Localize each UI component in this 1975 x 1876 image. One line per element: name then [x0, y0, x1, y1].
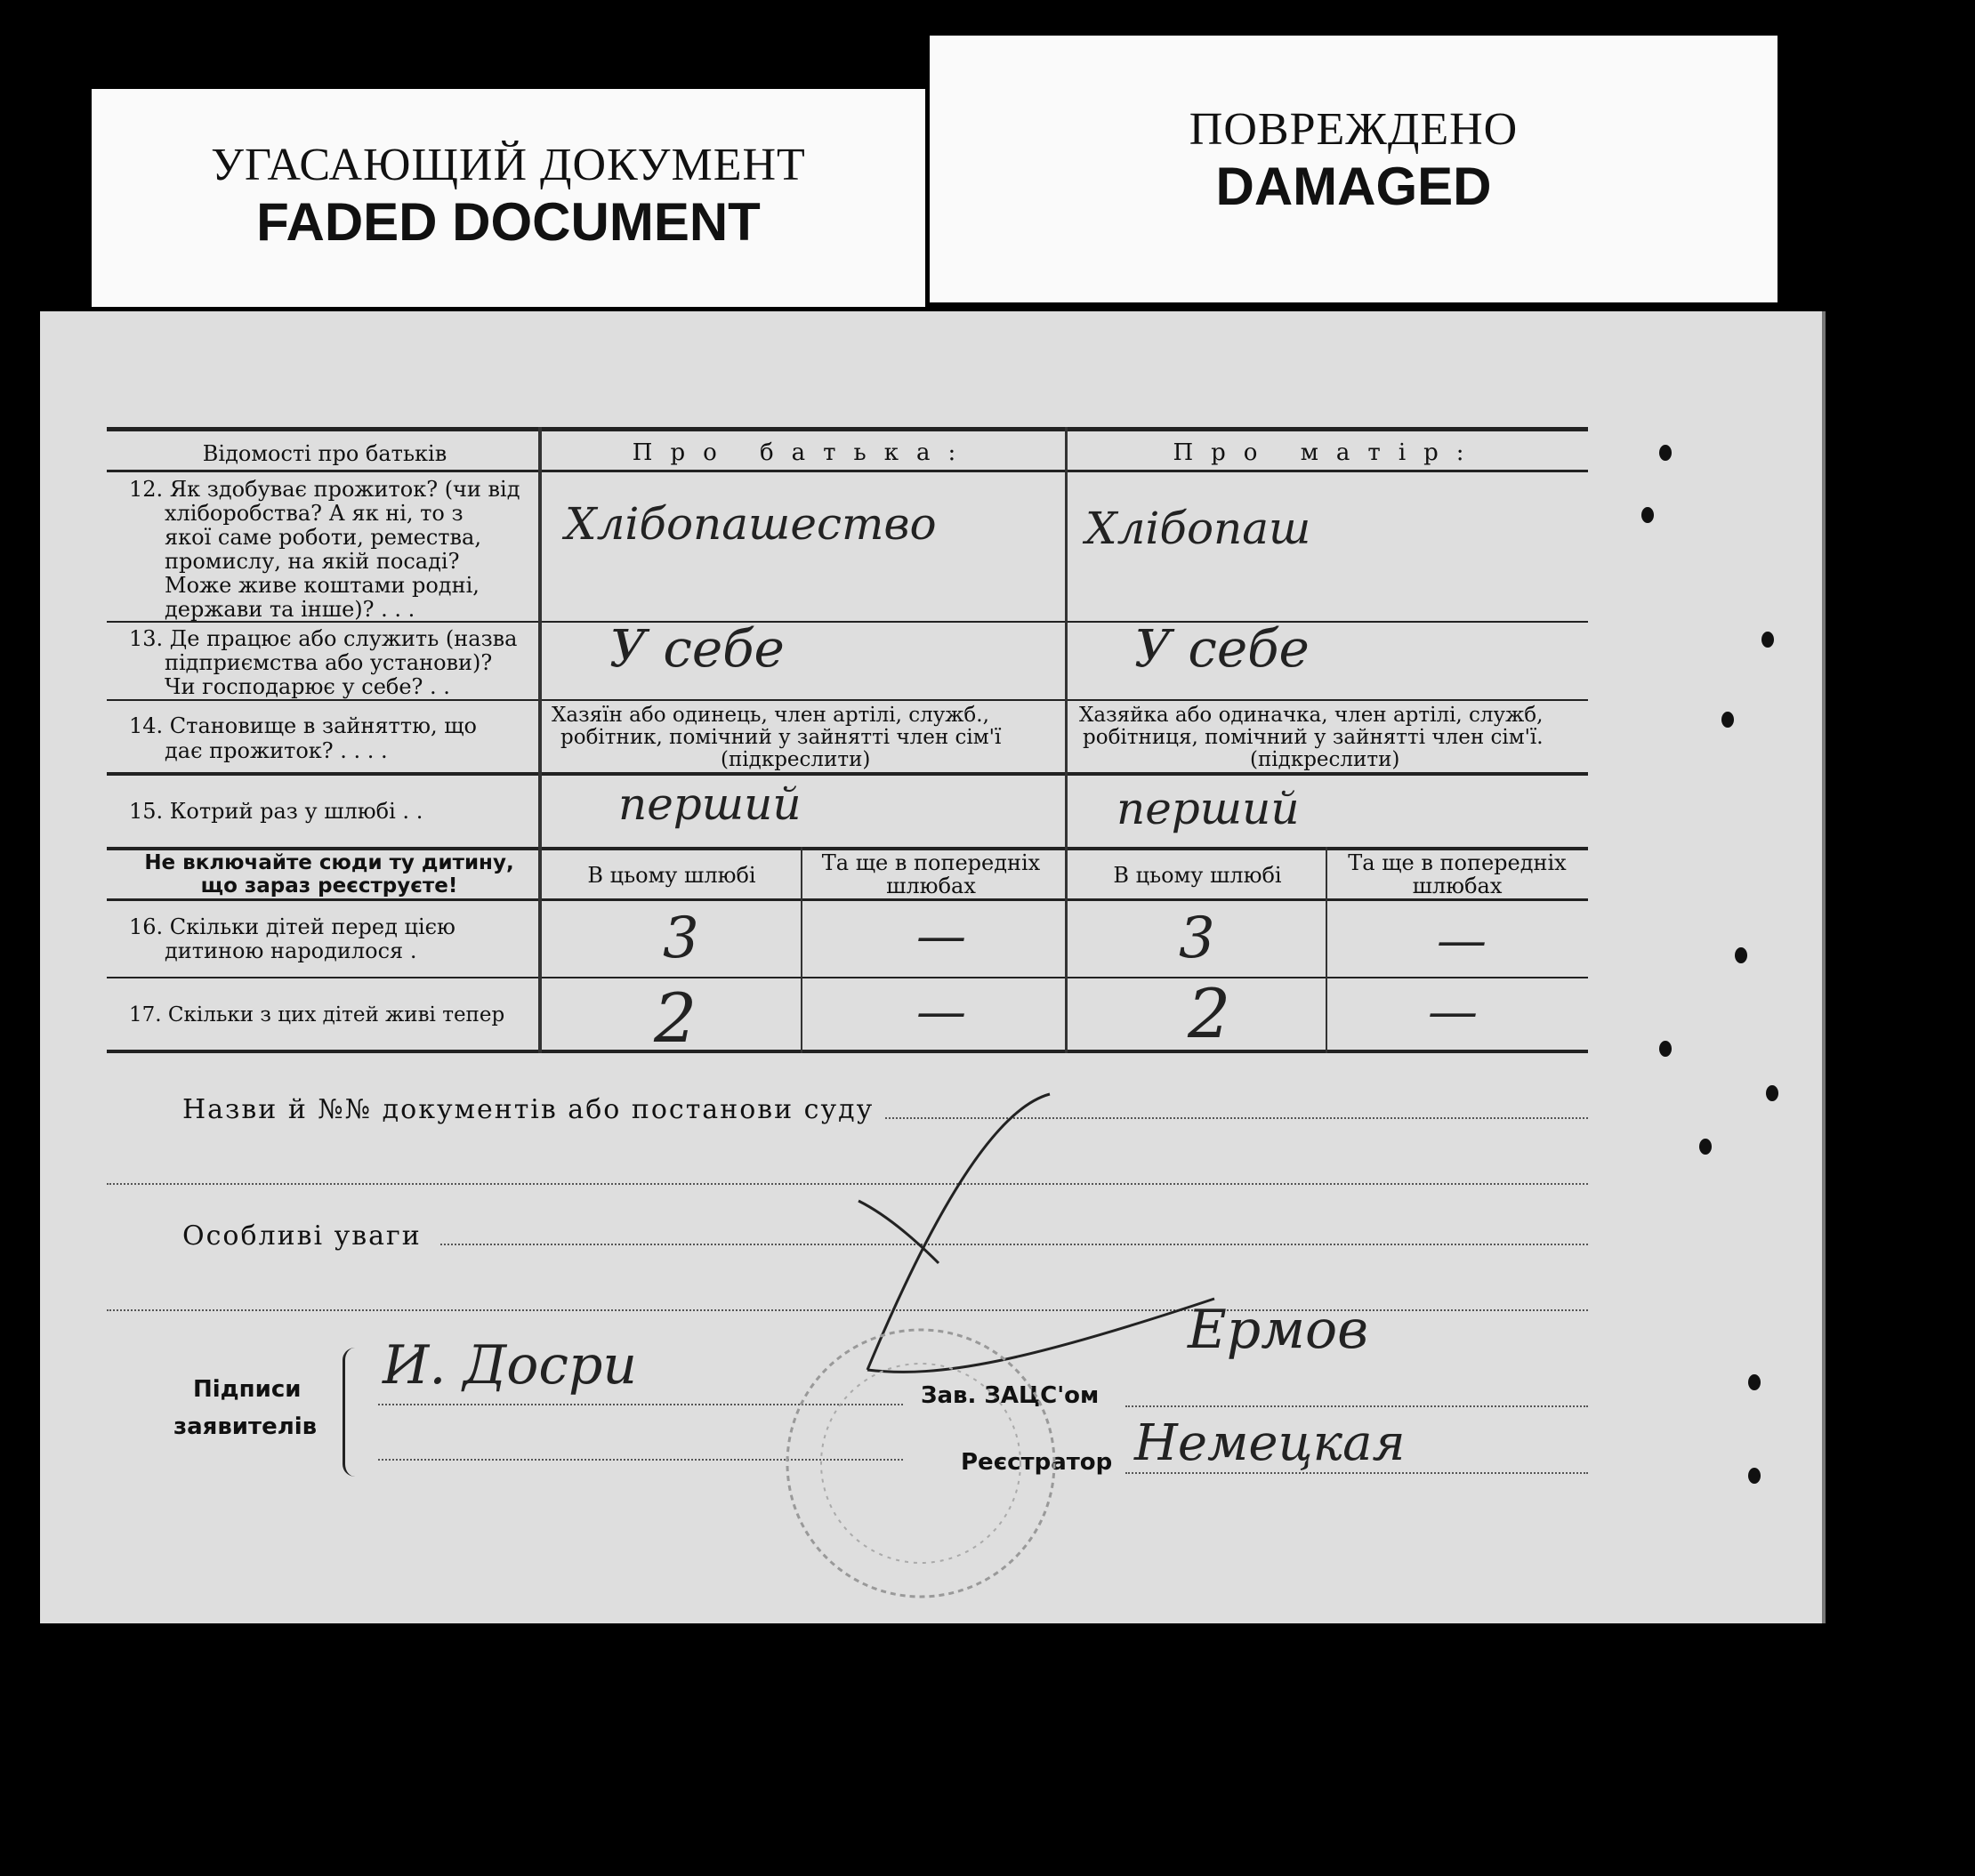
header-mother: Про матір:	[1173, 439, 1482, 466]
registrar-line	[1125, 1472, 1588, 1474]
row-16-mother-prev: —	[1437, 912, 1487, 970]
row-17-label: 17. Скільки з цих дітей живі тепер	[129, 1003, 505, 1027]
row-17-mother-this: 2	[1188, 974, 1231, 1053]
header-father: Про батька:	[632, 439, 974, 466]
damaged-document-tag	[930, 36, 1778, 302]
punch-hole	[1761, 632, 1774, 648]
row-17-father-prev: —	[916, 983, 966, 1041]
punch-hole	[1659, 445, 1672, 461]
documents-label: Назви й №№ документів або постанови суду	[182, 1094, 875, 1125]
punch-hole	[1766, 1085, 1778, 1101]
punch-hole	[1748, 1468, 1761, 1484]
punch-hole	[1748, 1374, 1761, 1390]
faded-document-tag	[92, 89, 925, 307]
row-16-father-prev: —	[916, 907, 966, 965]
signatures-brace	[343, 1348, 361, 1477]
header-info: Відомості про батьків	[202, 441, 447, 466]
applicant-signature: И. Досри	[383, 1334, 638, 1397]
registration-form-sheet: Відомості про батьків Про батька: Про матір: 12. Як здобуває прожиток? (чи від хліборобства? А як ні, то з якої саме роботи, ремества, промислу, на якій посаді? Може живе коштами родні, держави та інше)? . . . Хлібопашество Хлібопаш 13. Де працює або служить (назва підприємства або установи)? Чи господарює у себе? . . У себе У себе 14. Становище в зайняттю, що дає прожиток? . . . . Хазяїн або одинець, член артілі, служб., робітник, помічний у зайнятті член сім'ї (підкреслити) Хазяйка або одиначка, член артілі, служб, робітниця, помічний у зайнятті член сім'ї. (підкреслити) 15. Котрий раз у шлюбі . . перший перший Не включайте сюди ту дитину, що зараз реєструєте! В цьому шлюбі Та ще в попередніх шлюбах В цьому шлюбі Та ще в попередніх шлюбах 16. Скільки дітей перед цією дитиною народилося . 3 — 3 — 17. Скільки з цих дітей живі тепер 2 — 2 — Назви й №№ документів або постанови суду Особливі уваги Підписи заявителів И. Досри Зав. ЗАЦС'ом Ермов Реєстратор Немецкая	[40, 311, 1826, 1623]
official-stamp	[770, 1316, 1072, 1610]
head-label: Зав. ЗАЦС'ом	[921, 1382, 1100, 1409]
row-17-mother-prev: —	[1428, 983, 1478, 1041]
punch-hole	[1735, 947, 1747, 963]
row-13-father-value: У себе	[609, 618, 785, 679]
punch-hole	[1641, 507, 1654, 523]
mother-this-marriage-header: В цьому шлюбі	[1113, 863, 1282, 888]
head-signature: Ермов	[1188, 1299, 1368, 1361]
row-16-father-this: 3	[663, 906, 699, 971]
registrar-label: Реєстратор	[961, 1449, 1113, 1476]
father-this-marriage-header: В цьому шлюбі	[587, 863, 756, 888]
damaged-tag-ru: ПОВРЕЖДЕНО	[1189, 104, 1519, 155]
punch-hole	[1659, 1041, 1672, 1057]
registrar-signature: Немецкая	[1134, 1414, 1406, 1472]
row-13-mother-value: У себе	[1134, 618, 1310, 679]
row-16-mother-this: 3	[1179, 906, 1215, 971]
faded-tag-en: FADED DOCUMENT	[256, 192, 761, 252]
row-12-father-value: Хлібопашество	[565, 498, 937, 550]
punch-hole	[1721, 712, 1734, 728]
row-12-mother-value: Хлібопаш	[1085, 503, 1311, 554]
row-17-father-this: 2	[654, 978, 697, 1058]
remarks-label: Особливі уваги	[182, 1220, 422, 1252]
row-15-father-value: перший	[618, 778, 802, 830]
faded-tag-ru: УГАСАЮЩИЙ ДОКУМЕНТ	[211, 140, 806, 190]
damaged-tag-en: DAMAGED	[1215, 157, 1492, 216]
row-15-label: 15. Котрий раз у шлюбі . .	[129, 799, 423, 824]
head-line	[1125, 1405, 1588, 1407]
punch-hole	[1699, 1139, 1712, 1155]
row-15-mother-value: перший	[1116, 783, 1300, 834]
